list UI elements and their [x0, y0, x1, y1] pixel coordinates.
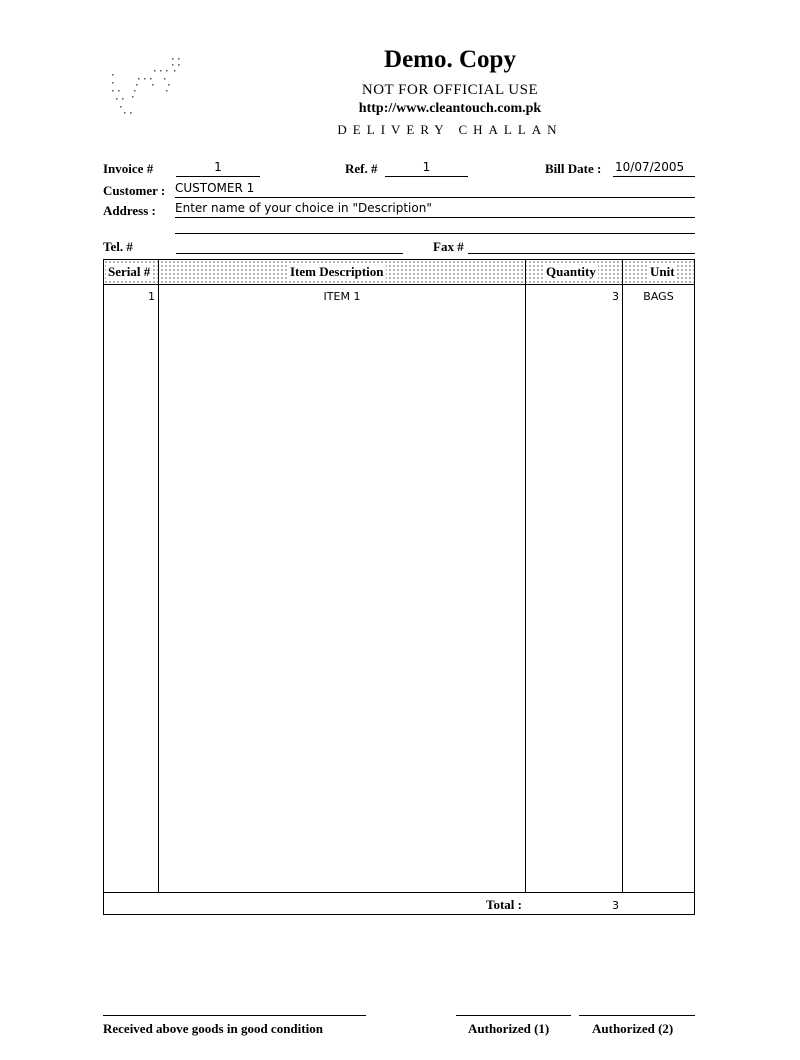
invoice-label: Invoice #	[103, 161, 154, 176]
bill-date-value: 10/07/2005	[615, 160, 685, 174]
row-unit: BAGS	[643, 290, 674, 303]
fax-label: Fax #	[433, 239, 464, 254]
address-label: Address :	[103, 203, 156, 218]
column-divider	[622, 260, 623, 892]
row-serial: 1	[148, 290, 155, 303]
row-description: ITEM 1	[323, 290, 361, 303]
invoice-field[interactable]	[176, 160, 260, 177]
total-label: Total :	[486, 897, 522, 912]
document-title: Demo. Copy	[384, 46, 516, 73]
customer-field[interactable]	[175, 181, 695, 198]
fax-field[interactable]	[468, 237, 695, 254]
table-header	[104, 260, 694, 285]
received-signature-line	[103, 1015, 366, 1016]
items-table	[103, 259, 695, 915]
authorized2-label: Authorized (2)	[592, 1021, 674, 1036]
notice-text: NOT FOR OFFICIAL USE	[361, 82, 539, 98]
company-logo	[108, 56, 188, 120]
column-header-serial: Serial #	[108, 264, 151, 279]
authorized1-label: Authorized (1)	[468, 1021, 550, 1036]
total-divider	[104, 892, 694, 893]
column-header-description: Item Description	[290, 264, 384, 279]
address-field[interactable]	[175, 201, 695, 218]
ref-label: Ref. #	[345, 161, 378, 176]
bill-date-field[interactable]	[613, 160, 695, 177]
customer-value: CUSTOMER 1	[175, 181, 255, 195]
column-divider	[525, 260, 526, 892]
invoice-value: 1	[214, 160, 222, 174]
address-value: Enter name of your choice in "Description"	[175, 201, 432, 215]
customer-label: Customer :	[103, 183, 166, 198]
address-field-line2[interactable]	[175, 217, 695, 234]
tel-label: Tel. #	[103, 239, 133, 254]
tel-field[interactable]	[176, 237, 403, 254]
ref-field[interactable]	[385, 160, 468, 177]
authorized1-signature-line	[456, 1015, 571, 1016]
column-header-quantity: Quantity	[546, 264, 596, 279]
ref-value: 1	[422, 160, 431, 174]
row-quantity: 3	[612, 290, 619, 303]
authorized2-signature-line	[579, 1015, 695, 1016]
website-text: http://www.cleantouch.com.pk	[358, 101, 542, 116]
bill-date-label: Bill Date :	[545, 161, 602, 176]
column-divider	[158, 260, 159, 892]
document-type: DELIVERY CHALLAN	[337, 122, 563, 137]
received-label: Received above goods in good condition	[103, 1021, 323, 1036]
column-header-unit: Unit	[650, 264, 675, 279]
total-value: 3	[612, 899, 619, 912]
